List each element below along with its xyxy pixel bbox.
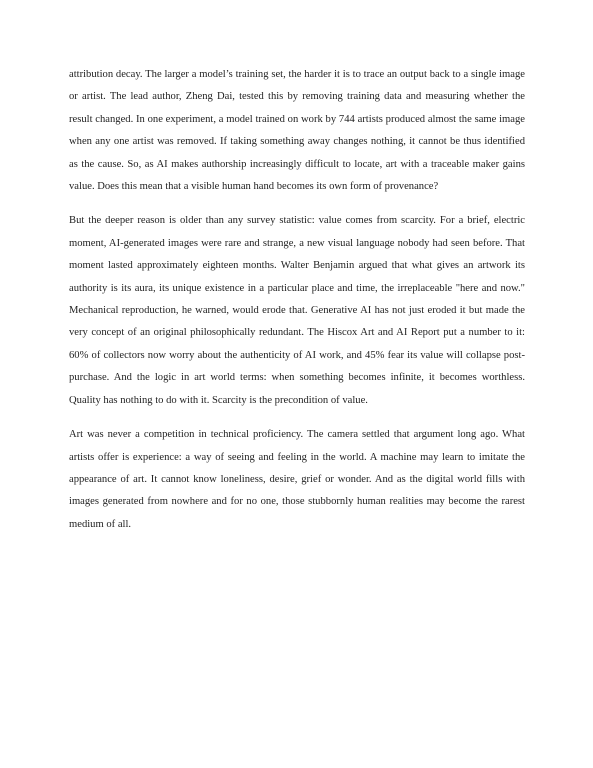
paragraph-1: attribution decay. The larger a model’s training set, the harder it is to trace an output back to a single image or artist. The lead author, Zheng Dai, tested this by removing training data and measuring whether the result changed. In one experiment, a model trained on work by 744 artists produced almost the same image when any one artist was removed. If taking something away changes nothing, it cannot be thus identified as the cause. So, as AI makes authorship increasingly difficult to locate, art with a traceable maker gains value. Does this mean that a visible human hand becomes its own form of provenance? (69, 69, 525, 193)
document-body (69, 64, 525, 548)
paragraph-3: Art was never a competition in technical proficiency. The camera settled that argument long ago. What artists offer is experience: a way of seeing and feeling in the world. A machine may learn to imitate the appearance of art. It cannot know loneliness, desire, grief or wonder. And as the digital world fills with images generated from nowhere and for no one, those stubbornly human realities may become the rarest medium of all. (69, 429, 525, 530)
paragraph-2: But the deeper reason is older than any survey statistic: value comes from scarcity. For a brief, electric moment, AI-generated images were rare and strange, a new visual language nobody had seen before. That moment lasted approximately eighteen months. Walter Benjamin argued that what gives an artwork its authority is its aura, its unique existence in a particular place and time, the irreplaceable "here and now." Mechanical reproduction, he warned, would erode that. Generative AI has not just eroded it but made the very concept of an original philosophically redundant. The Hiscox Art and AI Report put a number to it: 60% of collectors now worry about the authenticity of AI work, and 45% fear its value will collapse post-purchase. And the logic in art world terms: when something becomes infinite, it becomes worthless. Quality has nothing to do with it. Scarcity is the precondition of value. (69, 215, 525, 406)
